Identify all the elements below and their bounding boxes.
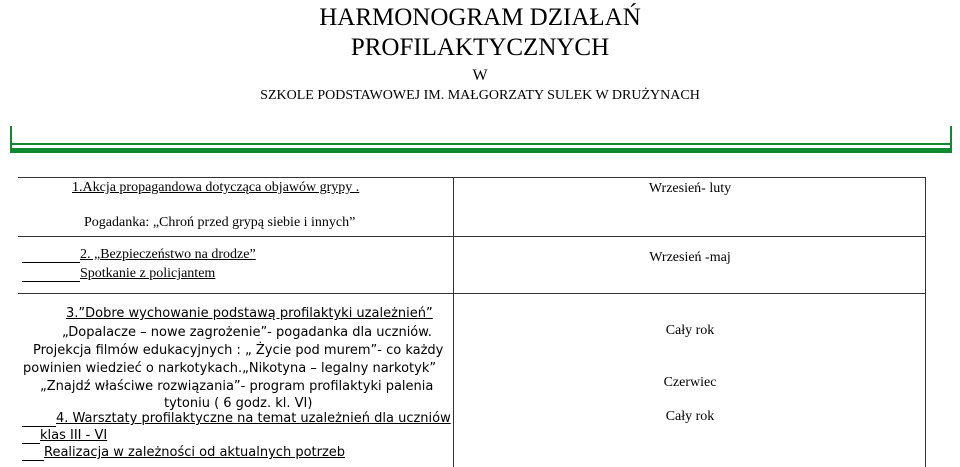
decorative-rule-thick xyxy=(10,148,952,153)
activity-3-line4: powinien wiedzieć o narkotykach.„Nikotyna – legalny narkotyk” xyxy=(23,361,437,376)
activity-3-line6: tytoniu ( 6 godz. kl. VI) xyxy=(164,396,313,411)
page-title-line2: PROFILAKTYCZNYCH xyxy=(350,34,610,61)
activity-3b-date: Czerwiec xyxy=(663,375,717,390)
underline-bar xyxy=(22,460,44,461)
activity-3-line2: „Dopalacze – nowe zagrożenie”- pogadanka dla uczniów. xyxy=(62,325,432,340)
activity-2-title: 2. „Bezpieczeństwo na drodze” xyxy=(80,247,256,262)
activity-1-detail: Pogadanka: „Chroń przed grypą siebie i innych” xyxy=(84,215,356,230)
activity-2-date: Wrzesień -maj xyxy=(649,250,731,265)
page-title-line1: HARMONOGRAM DZIAŁAŃ xyxy=(319,4,641,31)
school-name: SZKOLE PODSTAWOWEJ IM. MAŁGORZATY SULEK W DRUŻYNACH xyxy=(260,88,700,103)
activity-4-line3: Realizacja w zależności od aktualnych potrzeb xyxy=(44,445,346,460)
table-row-divider xyxy=(18,293,926,294)
activity-3-title: 3.”Dobre wychowanie podstawą profilaktyki uzależnień” xyxy=(66,306,433,321)
decorative-rule-thin xyxy=(10,143,952,145)
activity-4-title: 4. Warsztaty profilaktyczne na temat uzależnień dla uczniów xyxy=(56,411,451,426)
activity-1-title: 1.Akcja propagandowa dotycząca objawów grypy . xyxy=(72,180,360,195)
activity-3-date: Cały rok xyxy=(665,323,715,338)
underline-bar xyxy=(22,281,80,282)
activity-4-date: Cały rok xyxy=(665,409,715,424)
activity-3-line3: Projekcja filmów edukacyjnych : „ Życie pod murem”- co każdy xyxy=(33,343,444,358)
table-row-divider xyxy=(18,236,926,237)
activity-2-detail: Spotkanie z policjantem xyxy=(80,266,216,281)
activity-1-date: Wrzesień- luty xyxy=(648,181,732,196)
underline-bar xyxy=(22,443,40,444)
activity-3-line5: „Znajdź właściwe rozwiązania”- program profilaktyki palenia xyxy=(40,379,434,394)
underline-bar xyxy=(22,262,80,263)
activity-4-line2: klas III - VI xyxy=(40,428,108,443)
page-title-line3: W xyxy=(472,67,488,84)
